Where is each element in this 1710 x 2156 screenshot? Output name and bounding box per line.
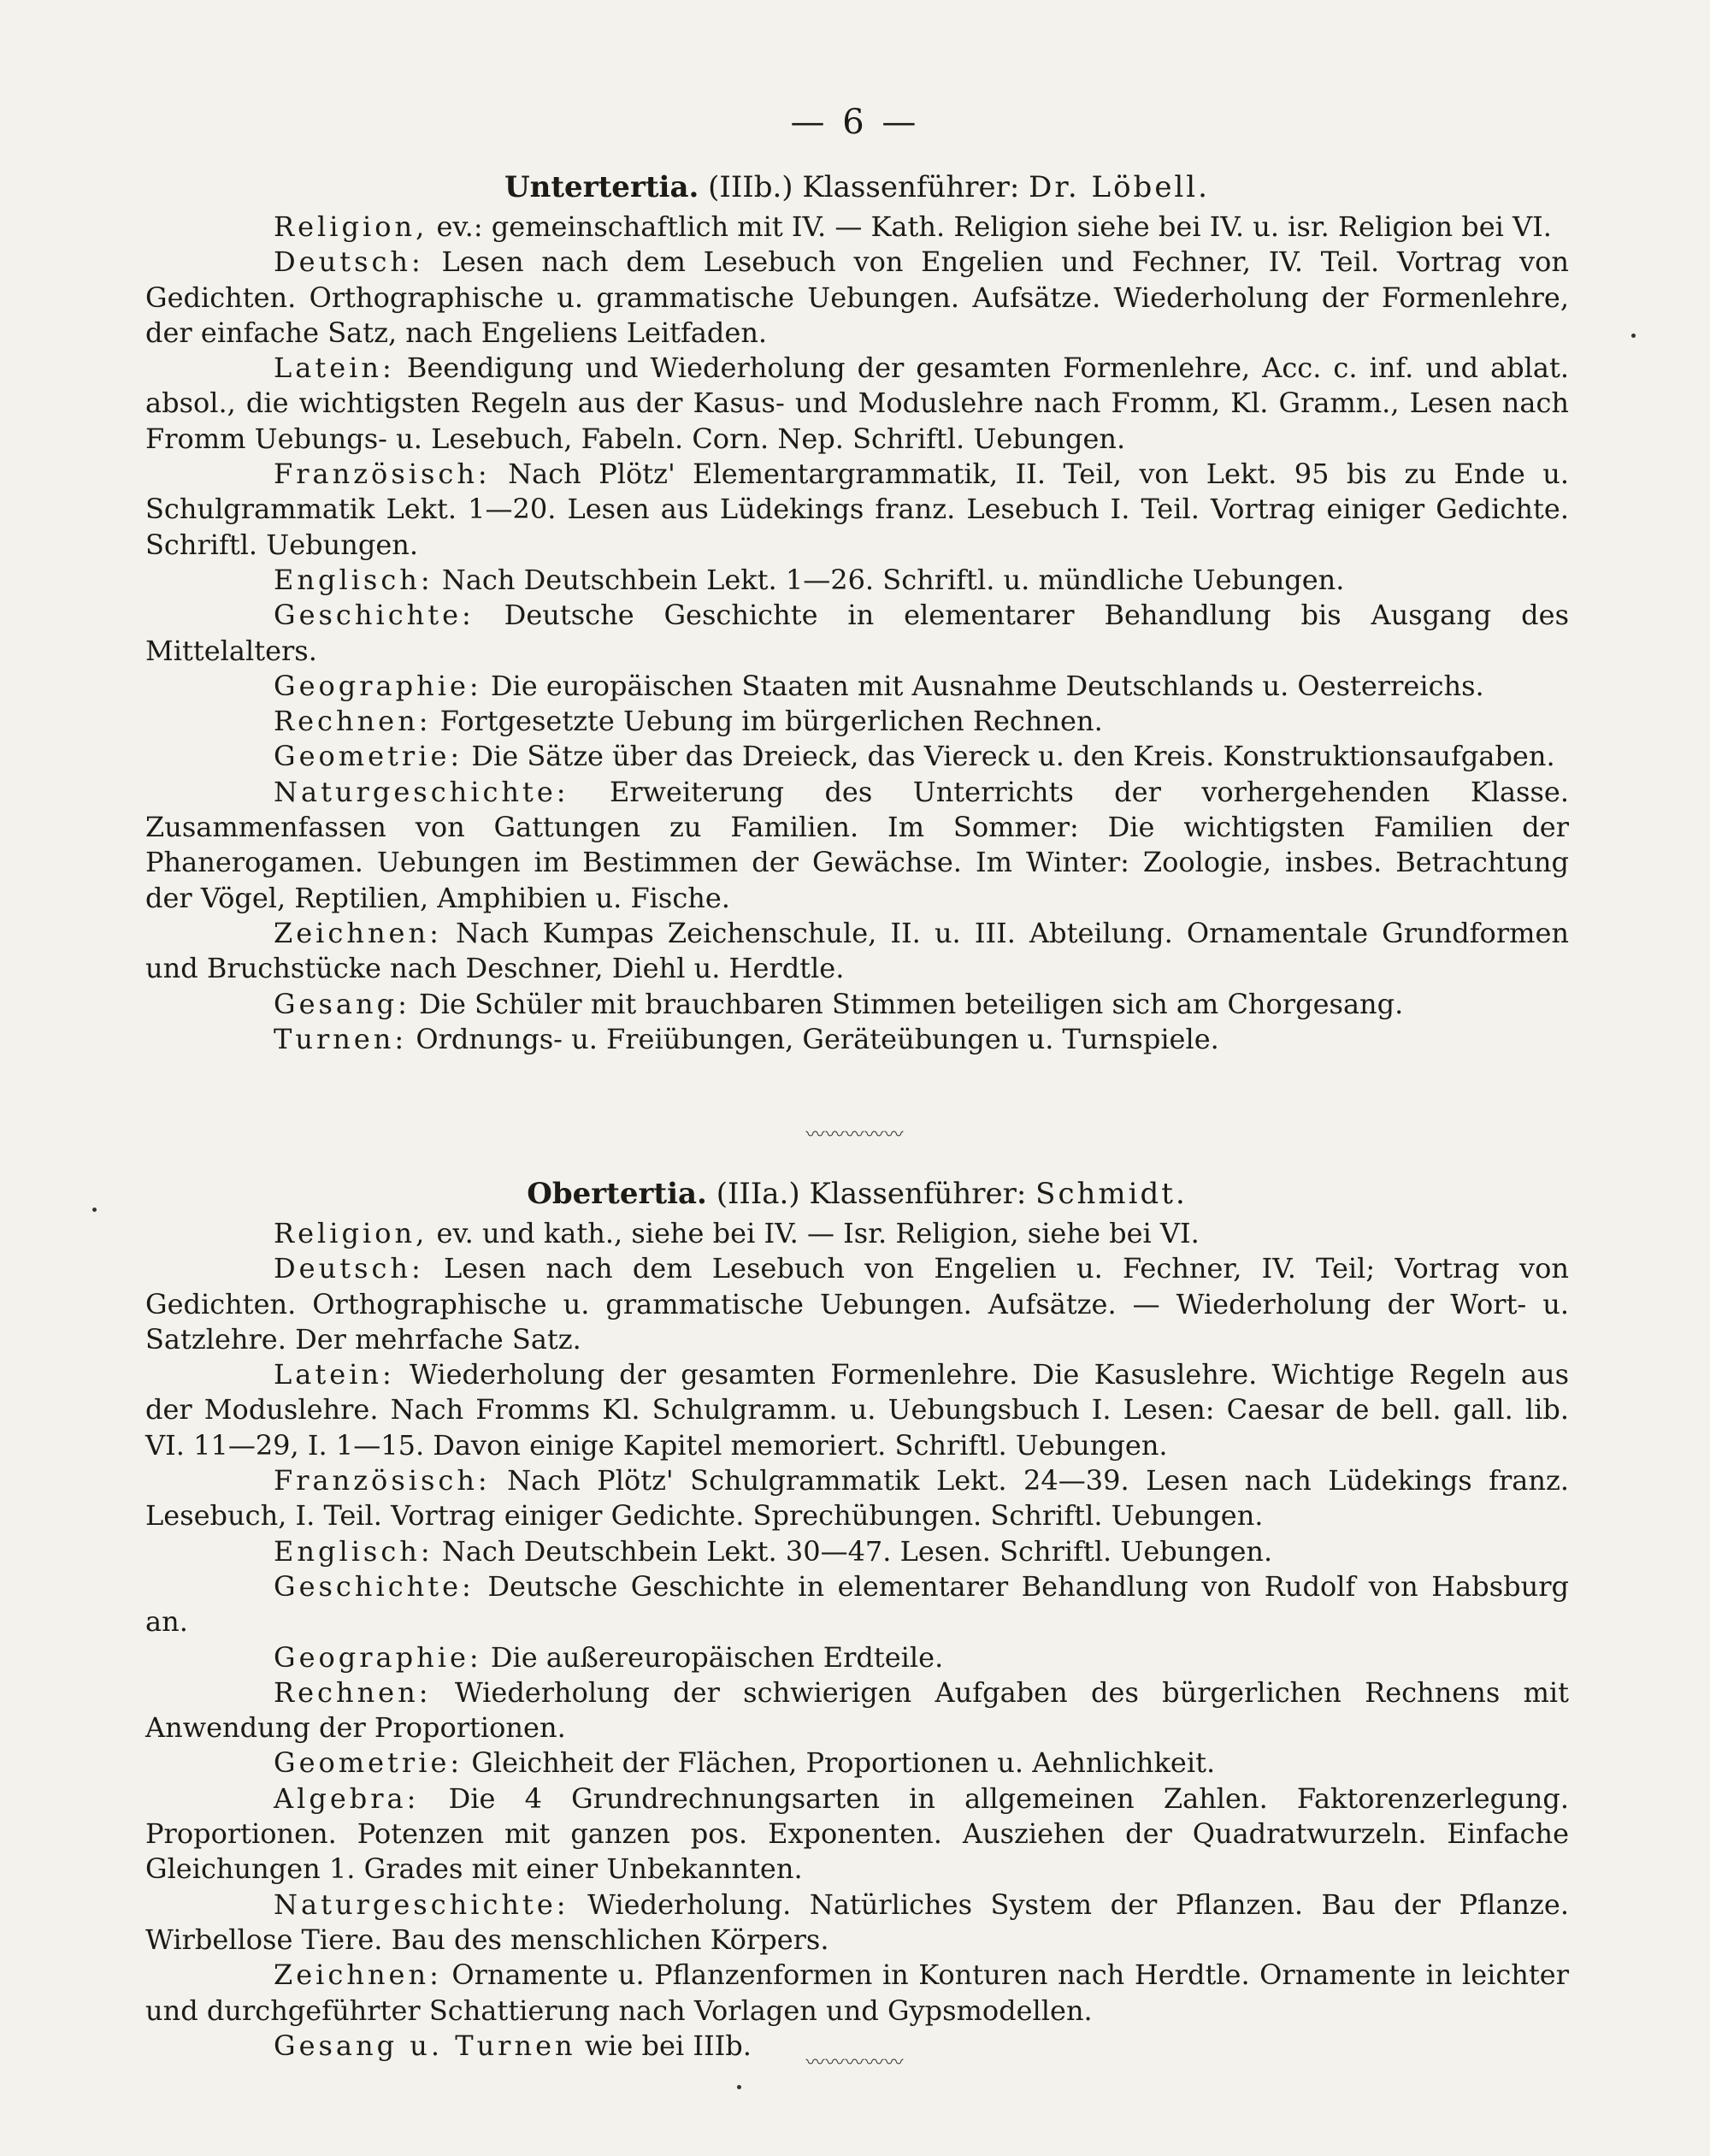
class-title: Obertertia. xyxy=(527,1177,707,1211)
subject-name: Geometrie: xyxy=(274,1746,463,1780)
section-heading xyxy=(145,169,1569,205)
subject-entry xyxy=(145,1675,1569,1746)
subject-entry xyxy=(145,1216,1569,1251)
subject-entry xyxy=(145,739,1569,774)
subject-text: ev. und kath., siehe bei IV. — Isr. Religion, siehe bei VI. xyxy=(436,1217,1200,1249)
subject-name: Englisch: xyxy=(274,1534,433,1568)
subject-text: ev.: gemeinschaftlich mit IV. — Kath. Religion siehe bei IV. u. isr. Religion bei VI. xyxy=(436,210,1552,243)
subject-entry xyxy=(145,351,1569,457)
subject-text: Nach Plötz' Schulgrammatik Lekt. 24—39. Lesen nach Lüdekings franz. Lesebuch, I. Teil. Vortrag einiger Gedichte. Sprechübungen. Schriftl. Uebungen. xyxy=(145,1464,1570,1533)
subject-name: Zeichnen: xyxy=(274,1958,442,1992)
subject-text: Lesen nach dem Lesebuch von Engelien und Fechner, IV. Teil. Vortrag von Gedichten. Orthographische u. grammatische Uebungen. Aufsätze. Wiederholung der Formenlehre, der einfache Satz, nach Engeliens Leitfaden. xyxy=(145,245,1570,349)
teacher-name: Dr. Löbell. xyxy=(1029,170,1210,204)
subject-entry xyxy=(145,1640,1569,1675)
subject-entry xyxy=(145,1887,1569,1958)
section-obertertia xyxy=(145,1176,1569,2064)
subject-name: Gesang u. Turnen xyxy=(274,2029,576,2062)
subject-entry xyxy=(145,1463,1569,1534)
subject-name: Geschichte: xyxy=(274,599,475,632)
subject-list xyxy=(145,1216,1569,2064)
subject-text: Erweiterung des Unterrichts der vorhergehenden Klasse. Zusammenfassen von Gattungen zu Familien. Im Sommer: Die wichtigsten Familien der Phanerogamen. Uebungen im Bestimmen der Gewächse. Im Winter: Zoologie, insbes. Betrachtung der Vögel, Reptilien, Amphibien u. Fische. xyxy=(145,775,1570,914)
subject-text: Beendigung und Wiederholung der gesamten Formenlehre, Acc. c. inf. und ablat. absol., die wichtigsten Regeln aus der Kasus- und Moduslehre nach Fromm, Kl. Gramm., Lesen nach Fromm Uebungs- u. Lesebuch, Fabeln. Corn. Nep. Schriftl. Uebungen. xyxy=(145,351,1570,455)
subject-text: Die Sätze über das Dreieck, das Viereck u. den Kreis. Konstruktionsaufgaben. xyxy=(471,740,1555,773)
subject-entry xyxy=(145,704,1569,739)
subject-name: Geographie: xyxy=(274,1640,482,1674)
subject-name: Rechnen: xyxy=(274,705,432,738)
section-divider: 〰〰〰〰〰 xyxy=(805,2053,905,2074)
subject-name: Geographie: xyxy=(274,669,482,702)
subject-text: Wiederholung. Natürliches System der Pflanzen. Bau der Pflanze. Wirbellose Tiere. Bau des menschlichen Körpers. xyxy=(145,1887,1570,1956)
subject-name: Latein: xyxy=(274,351,395,385)
subject-entry xyxy=(145,1781,1569,1887)
subject-entry xyxy=(145,669,1569,704)
subject-name: Naturgeschichte: xyxy=(274,775,569,808)
subject-text: Nach Kumpas Zeichenschule, II. u. III. Abteilung. Ornamentale Grundformen und Bruchstücke nach Deschner, Diehl u. Herdtle. xyxy=(145,916,1569,985)
subject-text: Die außereuropäischen Erdteile. xyxy=(490,1640,944,1674)
teacher-label: Klassenführer: xyxy=(802,170,1020,204)
teacher-label: Klassenführer: xyxy=(809,1177,1027,1211)
class-title: Untertertia. xyxy=(504,170,699,204)
subject-entry xyxy=(145,1251,1569,1357)
subject-name: Gesang: xyxy=(274,987,410,1020)
subject-name: Rechnen: xyxy=(274,1675,432,1709)
subject-text: Wiederholung der schwierigen Aufgaben des bürgerlichen Rechnens mit Anwendung der Proportionen. xyxy=(145,1675,1570,1745)
page-number: — 6 — xyxy=(790,103,920,142)
subject-text: Fortgesetzte Uebung im bürgerlichen Rechnen. xyxy=(439,705,1103,738)
subject-entry xyxy=(145,775,1569,916)
subject-name: Zeichnen: xyxy=(274,916,442,949)
subject-entry xyxy=(145,210,1569,245)
subject-entry xyxy=(145,563,1569,598)
print-speck xyxy=(92,1208,97,1212)
subject-entry xyxy=(145,1745,1569,1781)
subject-name: Algebra: xyxy=(274,1781,420,1815)
subject-name: Turnen: xyxy=(274,1022,408,1055)
subject-name: Deutsch: xyxy=(274,1252,424,1285)
subject-text: wie bei IIIb. xyxy=(584,2029,752,2062)
print-speck xyxy=(737,2085,741,2089)
subject-entry xyxy=(145,457,1569,563)
subject-text: Die Schüler mit brauchbaren Stimmen beteiligen sich am Chorgesang. xyxy=(419,987,1404,1020)
teacher-name: Schmidt. xyxy=(1035,1177,1188,1211)
section-heading xyxy=(145,1176,1569,1212)
print-speck xyxy=(1631,334,1636,338)
class-code: (IIIb.) xyxy=(708,170,793,204)
subject-name: Geometrie: xyxy=(274,740,463,773)
subject-text: Deutsche Geschichte in elementarer Behandlung bis Ausgang des Mittelalters. xyxy=(145,599,1570,667)
subject-entry xyxy=(145,598,1569,669)
subject-text: Nach Deutschbein Lekt. 1—26. Schriftl. u. mündliche Uebungen. xyxy=(441,563,1345,596)
subject-text: Die 4 Grundrechnungsarten in allgemeinen Zahlen. Faktorenzerlegung. Proportionen. Potenzen mit ganzen pos. Exponenten. Ausziehen der Quadratwurzeln. Einfache Gleichungen 1. Grades mit einer Unbekannten. xyxy=(145,1781,1570,1886)
subject-name: Deutsch: xyxy=(274,245,424,279)
section-divider: 〰〰〰〰〰 xyxy=(805,1125,905,1146)
subject-name: Latein: xyxy=(274,1358,395,1391)
class-code: (IIIa.) xyxy=(716,1177,800,1211)
subject-text: Deutsche Geschichte in elementarer Behandlung von Rudolf von Habsburg an. xyxy=(145,1569,1570,1639)
subject-entry xyxy=(145,916,1569,987)
subject-text: Nach Plötz' Elementargrammatik, II. Teil, von Lekt. 95 bis zu Ende u. Schulgrammatik Lekt. 1—20. Lesen aus Lüdekings franz. Lesebuch I. Teil. Vortrag einiger Gedichte. Schriftl. Uebungen. xyxy=(145,458,1569,561)
subject-entry xyxy=(145,1357,1569,1463)
subject-name: Religion, xyxy=(274,210,428,243)
subject-name: Französisch: xyxy=(274,458,491,491)
subject-entry xyxy=(145,1022,1569,1057)
subject-text: Ordnungs- u. Freiübungen, Geräteübungen u. Turnspiele. xyxy=(416,1022,1219,1055)
subject-entry xyxy=(145,987,1569,1022)
subject-name: Englisch: xyxy=(274,563,433,596)
subject-entry xyxy=(145,1569,1569,1640)
section-untertertia xyxy=(145,169,1569,1057)
subject-entry xyxy=(145,1958,1569,2029)
subject-text: Wiederholung der gesamten Formenlehre. Die Kasuslehre. Wichtige Regeln aus der Moduslehre. Nach Fromms Kl. Schulgramm. u. Uebungsbuch I. Lesen: Caesar de bell. gall. lib. VI. 11—29, I. 1—15. Davon einige Kapitel memoriert. Schriftl. Uebungen. xyxy=(145,1358,1570,1462)
subject-name: Französisch: xyxy=(274,1464,491,1497)
subject-entry xyxy=(145,245,1569,351)
subject-text: Nach Deutschbein Lekt. 30—47. Lesen. Schriftl. Uebungen. xyxy=(441,1534,1273,1568)
subject-text: Die europäischen Staaten mit Ausnahme Deutschlands u. Oesterreichs. xyxy=(490,669,1484,702)
subject-list xyxy=(145,210,1569,1057)
subject-text: Lesen nach dem Lesebuch von Engelien u. Fechner, IV. Teil; Vortrag von Gedichten. Orthographische u. grammatische Uebungen. Aufsätze. — Wiederholung der Wort- u. Satzlehre. Der mehrfache Satz. xyxy=(145,1252,1570,1356)
subject-text: Ornamente u. Pflanzenformen in Konturen nach Herdtle. Ornamente in leichter und durchgeführter Schattierung nach Vorlagen und Gypsmodellen. xyxy=(145,1958,1570,2027)
subject-name: Naturgeschichte: xyxy=(274,1887,569,1921)
subject-entry xyxy=(145,1534,1569,1569)
subject-name: Geschichte: xyxy=(274,1569,475,1603)
subject-name: Religion, xyxy=(274,1217,428,1249)
subject-text: Gleichheit der Flächen, Proportionen u. Aehnlichkeit. xyxy=(471,1746,1216,1780)
